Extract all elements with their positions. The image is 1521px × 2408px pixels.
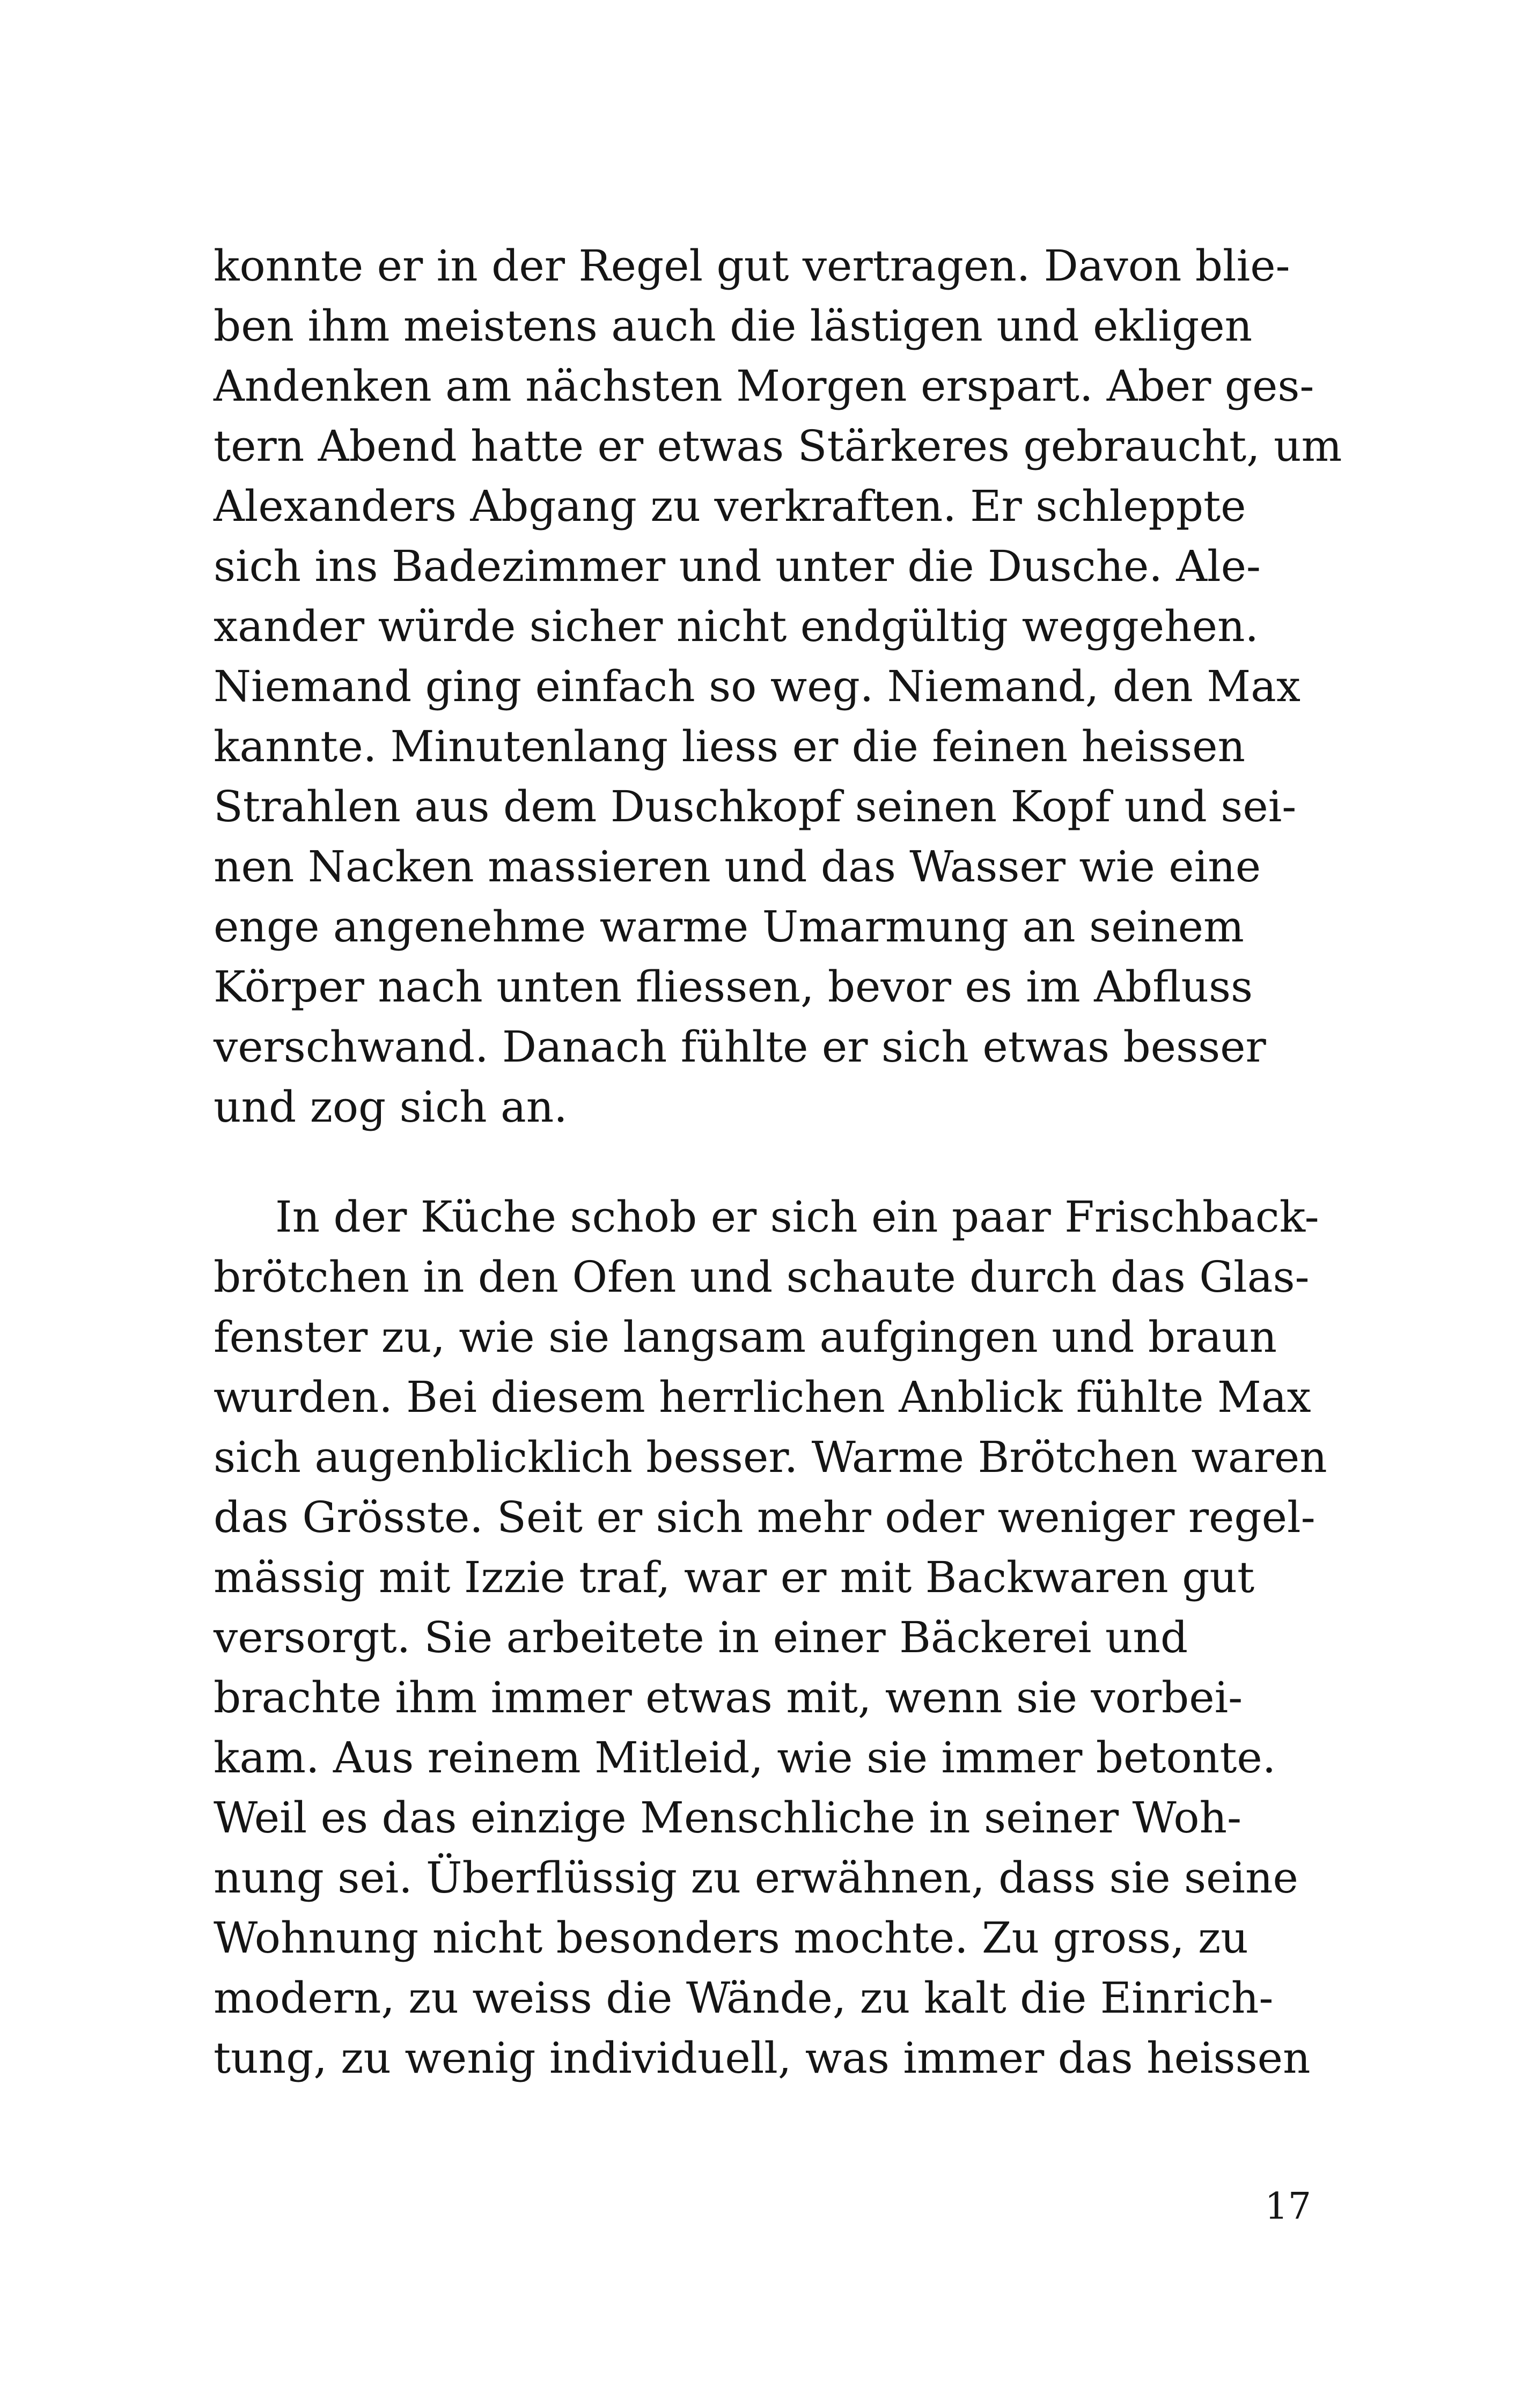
text-line: nen Nacken massieren und das Wasser wie eine <box>214 842 1261 892</box>
text-line: Andenken am nächsten Morgen erspart. Aber ges- <box>214 361 1314 411</box>
text-line: und zog sich an. <box>214 1082 568 1132</box>
text-line: modern, zu weiss die Wände, zu kalt die Einrich- <box>214 1973 1274 2023</box>
text-line: Strahlen aus dem Duschkopf seinen Kopf und sei- <box>214 782 1297 831</box>
text-line: nung sei. Überflüssig zu erwähnen, dass sie seine <box>214 1853 1298 1903</box>
text-line: tern Abend hatte er etwas Stärkeres gebraucht, um <box>214 421 1342 471</box>
page-number: 17 <box>1265 2185 1311 2228</box>
paragraph-1 <box>214 236 1342 1137</box>
text-line: konnte er in der Regel gut vertragen. Davon blie- <box>214 241 1290 291</box>
text-line: versorgt. Sie arbeitete in einer Bäckerei und <box>214 1612 1188 1662</box>
text-line: verschwand. Danach fühlte er sich etwas besser <box>214 1022 1266 1072</box>
text-line: kam. Aus reinem Mitleid, wie sie immer betonte. <box>214 1733 1276 1783</box>
text-line: sich ins Badezimmer und unter die Dusche. Ale- <box>214 541 1261 591</box>
text-line: xander würde sicher nicht endgültig weggehen. <box>214 601 1259 651</box>
text-line: ben ihm meistens auch die lästigen und ekligen <box>214 301 1253 351</box>
text-line: Alexanders Abgang zu verkraften. Er schleppte <box>214 481 1246 531</box>
text-line: mässig mit Izzie traf, war er mit Backwaren gut <box>214 1552 1255 1602</box>
paragraph-2 <box>214 1187 1329 2088</box>
text-line: tung, zu wenig individuell, was immer das heissen <box>214 2033 1311 2083</box>
text-line: kannte. Minutenlang liess er die feinen heissen <box>214 721 1246 771</box>
text-line: fenster zu, wie sie langsam aufgingen und braun <box>214 1312 1277 1362</box>
text-line: brötchen in den Ofen und schaute durch das Glas- <box>214 1252 1310 1302</box>
text-line: sich augenblicklich besser. Warme Brötchen waren <box>214 1432 1327 1482</box>
body-text <box>214 236 1342 2088</box>
text-line: enge angenehme warme Umarmung an seinem <box>214 902 1244 952</box>
text-line: Körper nach unten fliessen, bevor es im Abfluss <box>214 962 1253 1012</box>
text-line: wurden. Bei diesem herrlichen Anblick fühlte Max <box>214 1372 1311 1422</box>
text-line: Weil es das einzige Menschliche in seiner Woh- <box>214 1793 1242 1843</box>
text-line: Wohnung nicht besonders mochte. Zu gross, zu <box>214 1913 1248 1963</box>
text-line: brachte ihm immer etwas mit, wenn sie vorbei- <box>214 1673 1243 1722</box>
text-line: Niemand ging einfach so weg. Niemand, den Max <box>214 661 1300 711</box>
paragraph-spacing <box>214 1137 1329 1187</box>
text-line: In der Küche schob er sich ein paar Frischback- <box>275 1192 1319 1242</box>
text-line: das Grösste. Seit er sich mehr oder weniger regel- <box>214 1492 1316 1542</box>
